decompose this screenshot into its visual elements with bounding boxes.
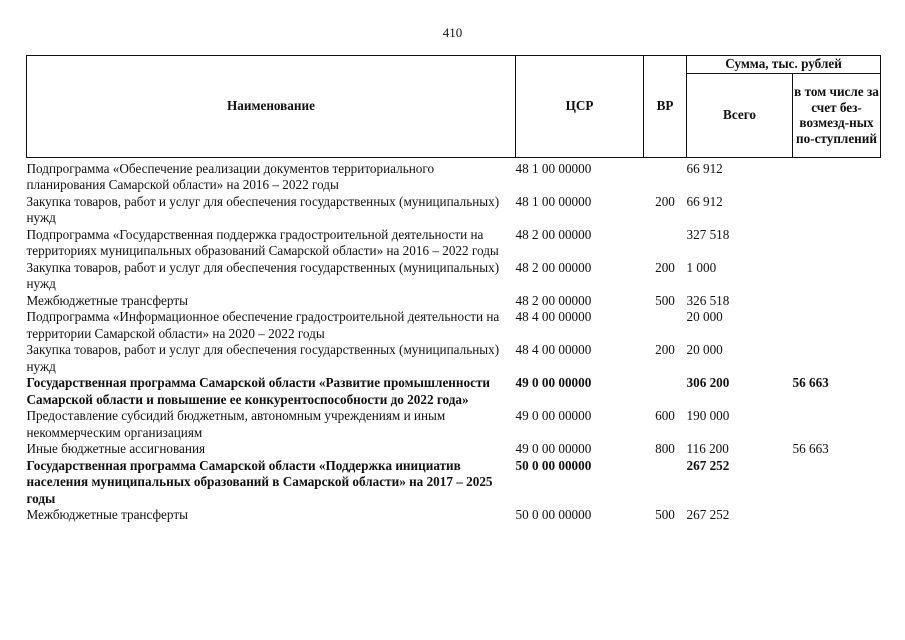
row-vr: 500	[655, 507, 675, 522]
row-total: 116 200	[686, 441, 729, 456]
row-total: 327 518	[686, 226, 730, 242]
table-row	[27, 441, 881, 458]
table-row	[27, 507, 881, 524]
row-free-receipts	[793, 293, 881, 310]
row-name: Закупка товаров, работ и услуг для обеспечения государственных (муниципальных) нужд	[26, 193, 500, 225]
row-free-receipts: 56 663	[792, 375, 829, 390]
table-row	[27, 194, 881, 227]
row-name: Закупка товаров, работ и услуг для обеспечения государственных (муниципальных) нужд	[26, 342, 500, 374]
row-name: Государственная программа Самарской области «Поддержка инициатив населения муниципальных образований в Самарской области» на 2017 – 2025 годы	[26, 457, 493, 506]
row-total: 66 912	[686, 193, 723, 209]
row-vr: 500	[655, 292, 675, 308]
row-csr: 48 2 00 00000	[515, 292, 592, 308]
row-total: 1 000	[686, 259, 717, 275]
row-csr: 49 0 00 00000	[515, 375, 592, 390]
table-row	[27, 260, 881, 293]
row-name: Закупка товаров, работ и услуг для обеспечения государственных (муниципальных) нужд	[26, 259, 500, 291]
row-name: Иные бюджетные ассигнования	[26, 441, 206, 456]
row-free-receipts	[793, 194, 881, 227]
row-name: Подпрограмма «Государственная поддержка градостроительной деятельности на территориях муниципальных образований Самарской области» на 2016 – 2022 годы	[26, 226, 499, 258]
row-csr: 49 0 00 00000	[515, 408, 592, 423]
row-vr	[644, 309, 687, 342]
header-total: Всего	[687, 73, 793, 157]
row-name: Государственная программа Самарской области «Развитие промышленности Самарской области и повышение ее конкурентоспособности до 2022 года»	[26, 375, 491, 407]
row-free-receipts	[793, 408, 881, 441]
table-body	[27, 157, 881, 524]
row-vr	[644, 375, 687, 408]
header-sum-group: Сумма, тыс. рублей	[687, 56, 881, 74]
row-total: 326 518	[686, 292, 730, 308]
row-csr: 48 1 00 00000	[515, 193, 592, 209]
row-vr	[644, 227, 687, 260]
row-total: 20 000	[686, 309, 723, 324]
row-free-receipts: 56 663	[792, 441, 829, 456]
row-total: 267 252	[686, 457, 730, 473]
table-row	[27, 309, 881, 342]
table-row	[27, 375, 881, 408]
row-csr: 50 0 00 00000	[515, 457, 592, 473]
row-csr: 48 4 00 00000	[515, 342, 592, 357]
row-total: 306 200	[686, 375, 730, 390]
header-vr: ВР	[644, 56, 687, 158]
row-vr: 600	[655, 408, 675, 423]
row-free-receipts	[793, 458, 881, 508]
row-vr: 200	[655, 193, 675, 209]
header-free-receipts: в том числе за счет без-возмезд-ных по-ступлений	[793, 73, 881, 157]
row-name: Предоставление субсидий бюджетным, автономным учреждениям и иным некоммерческим организациям	[26, 408, 446, 440]
row-vr: 200	[655, 259, 675, 275]
row-csr: 48 1 00 00000	[515, 160, 592, 176]
row-csr: 48 2 00 00000	[515, 226, 592, 242]
table-header	[27, 56, 881, 158]
row-total: 20 000	[686, 342, 723, 357]
table-row	[27, 293, 881, 310]
row-csr: 48 2 00 00000	[515, 259, 592, 275]
row-name: Подпрограмма «Обеспечение реализации документов территориального планирования Самарской области» на 2016 – 2022 годы	[26, 160, 435, 192]
budget-table	[26, 55, 881, 524]
header-csr: ЦСР	[516, 56, 644, 158]
row-free-receipts	[793, 507, 881, 524]
row-vr: 200	[655, 342, 675, 357]
row-vr: 800	[655, 441, 675, 456]
row-free-receipts	[793, 260, 881, 293]
row-total: 267 252	[686, 507, 730, 522]
table-row	[27, 458, 881, 508]
row-name: Межбюджетные трансферты	[26, 292, 188, 308]
row-total: 66 912	[686, 160, 723, 176]
row-name: Подпрограмма «Информационное обеспечение градостроительной деятельности на территории Самарской области» на 2020 – 2022 годы	[26, 309, 500, 341]
row-name: Межбюджетные трансферты	[26, 507, 188, 522]
row-csr: 49 0 00 00000	[515, 441, 592, 456]
row-total: 190 000	[686, 408, 730, 423]
table-row	[27, 342, 881, 375]
row-vr	[644, 458, 687, 508]
row-csr: 48 4 00 00000	[515, 309, 592, 324]
page-number: 410	[442, 25, 463, 40]
header-name: Наименование	[27, 56, 516, 158]
table-row	[27, 227, 881, 260]
row-free-receipts	[793, 227, 881, 260]
row-csr: 50 0 00 00000	[515, 507, 592, 522]
row-free-receipts	[793, 161, 881, 194]
table-row	[27, 161, 881, 194]
row-free-receipts	[793, 342, 881, 375]
row-free-receipts	[793, 309, 881, 342]
row-vr	[644, 161, 687, 194]
table-row	[27, 408, 881, 441]
